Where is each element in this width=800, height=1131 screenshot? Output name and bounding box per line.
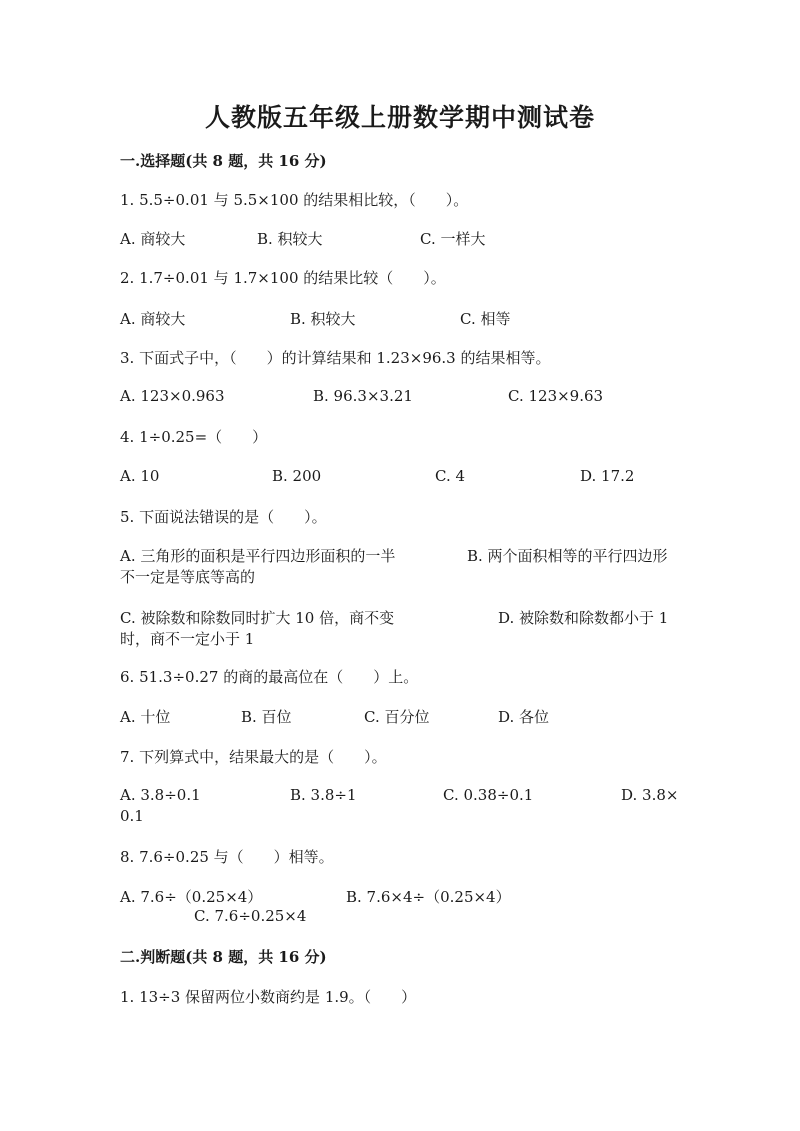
question-5-option-a[interactable]: A. 三角形的面积是平行四边形面积的一半 — [120, 547, 396, 565]
question-8-stem: 8. 7.6÷0.25 与（ ）相等。 — [120, 848, 334, 866]
question-7-option-d-continuation: 0.1 — [120, 807, 144, 825]
question-6-option-d[interactable]: D. 各位 — [498, 708, 550, 726]
question-7-stem: 7. 下列算式中，结果最大的是（ ）。 — [120, 748, 387, 766]
question-5-stem: 5. 下面说法错误的是（ ）。 — [120, 508, 327, 526]
question-3-option-c[interactable]: C. 123×9.63 — [508, 387, 604, 405]
question-8-option-b[interactable]: B. 7.6×4÷（0.25×4） — [346, 888, 511, 906]
judgement-1-stem: 1. 13÷3 保留两位小数商约是 1.9。（ ） — [120, 988, 417, 1006]
question-5-option-c[interactable]: C. 被除数和除数同时扩大 10 倍，商不变 — [120, 609, 395, 627]
question-4-option-d[interactable]: D. 17.2 — [580, 467, 635, 485]
question-3-stem: 3. 下面式子中，（ ）的计算结果和 1.23×96.3 的结果相等。 — [120, 349, 551, 367]
section-heading-judgement: 二.判断题(共 8 题，共 16 分) — [120, 948, 327, 966]
question-7-option-a[interactable]: A. 3.8÷0.1 — [120, 786, 201, 804]
question-4-option-b[interactable]: B. 200 — [272, 467, 322, 485]
question-1-option-b[interactable]: B. 积较大 — [257, 230, 323, 248]
question-7-option-d[interactable]: D. 3.8× — [621, 786, 679, 804]
question-4-option-a[interactable]: A. 10 — [120, 467, 160, 485]
question-5-option-d[interactable]: D. 被除数和除数都小于 1 — [498, 609, 669, 627]
question-1-option-c[interactable]: C. 一样大 — [420, 230, 486, 248]
question-3-option-b[interactable]: B. 96.3×3.21 — [313, 387, 413, 405]
question-1-option-a[interactable]: A. 商较大 — [120, 230, 186, 248]
question-4-option-c[interactable]: C. 4 — [435, 467, 466, 485]
question-7-option-b[interactable]: B. 3.8÷1 — [290, 786, 357, 804]
question-5-option-b[interactable]: B. 两个面积相等的平行四边形 — [467, 547, 668, 565]
question-6-stem: 6. 51.3÷0.27 的商的最高位在（ ）上。 — [120, 668, 419, 686]
page-title: 人教版五年级上册数学期中测试卷 — [204, 103, 595, 132]
question-2-option-a[interactable]: A. 商较大 — [120, 310, 186, 328]
question-6-option-c[interactable]: C. 百分位 — [364, 708, 430, 726]
question-8-option-a[interactable]: A. 7.6÷（0.25×4） — [120, 888, 263, 906]
question-1-stem: 1. 5.5÷0.01 与 5.5×100 的结果相比较，（ ）。 — [120, 191, 469, 209]
question-5-option-b-continuation: 不一定是等底等高的 — [120, 568, 256, 586]
question-3-option-a[interactable]: A. 123×0.963 — [120, 387, 225, 405]
question-4-stem: 4. 1÷0.25=（ ） — [120, 428, 268, 446]
question-7-option-c[interactable]: C. 0.38÷0.1 — [443, 786, 534, 804]
section-heading-choice: 一.选择题(共 8 题，共 16 分) — [120, 152, 327, 170]
question-6-option-a[interactable]: A. 十位 — [120, 708, 171, 726]
question-8-option-c[interactable]: C. 7.6÷0.25×4 — [194, 907, 307, 925]
question-2-option-c[interactable]: C. 相等 — [460, 310, 511, 328]
question-6-option-b[interactable]: B. 百位 — [241, 708, 292, 726]
question-2-option-b[interactable]: B. 积较大 — [290, 310, 356, 328]
question-2-stem: 2. 1.7÷0.01 与 1.7×100 的结果比较（ ）。 — [120, 269, 446, 287]
question-5-option-d-continuation: 时，商不一定小于 1 — [120, 630, 255, 648]
